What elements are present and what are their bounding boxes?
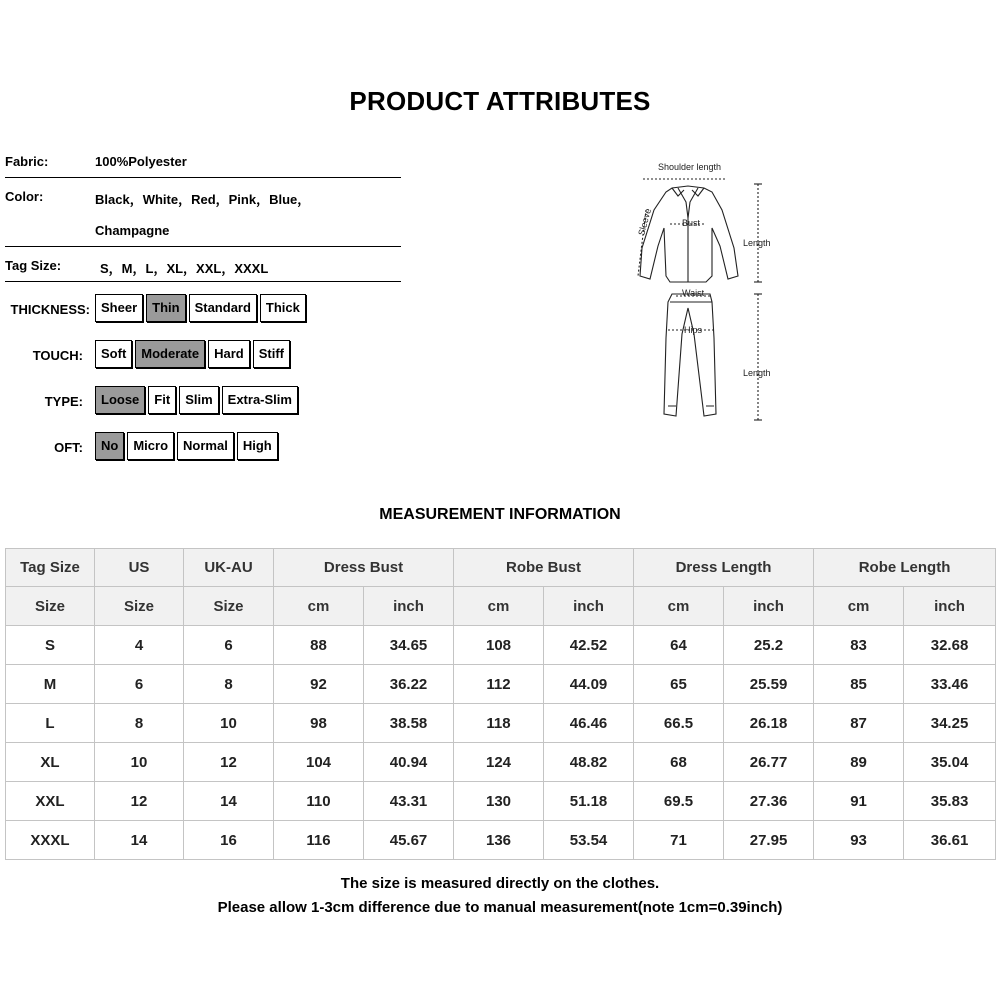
table-cell: 35.83: [904, 782, 996, 821]
table-cell: 71: [634, 821, 724, 860]
option-group: [95, 294, 306, 322]
table-cell: 27.36: [724, 782, 814, 821]
table-cell: 4: [95, 626, 184, 665]
measurement-table: [5, 548, 996, 860]
table-row: [6, 704, 996, 743]
option-group-label: TYPE:: [44, 394, 83, 409]
table-subheader-cell: inch: [364, 587, 454, 626]
divider: [5, 246, 401, 247]
table-cell: M: [6, 665, 95, 704]
attr-label: Fabric:: [5, 154, 49, 169]
table-cell: 91: [814, 782, 904, 821]
option-micro[interactable]: Micro: [127, 432, 174, 460]
note-line-2: Please allow 1-3cm difference due to manual measurement(note 1cm=0.39inch): [217, 899, 783, 916]
table-cell: 44.09: [544, 665, 634, 704]
table-row: [6, 665, 996, 704]
table-cell: 6: [184, 626, 274, 665]
table-header-cell: Robe Bust: [454, 549, 634, 587]
shoulder-label: Shoulder length: [658, 162, 722, 172]
table-header-row: [6, 549, 996, 587]
option-group-label: TOUCH:: [32, 348, 83, 363]
table-cell: 118: [454, 704, 544, 743]
table-cell: 16: [184, 821, 274, 860]
option-thin[interactable]: Thin: [146, 294, 185, 322]
option-high[interactable]: High: [237, 432, 278, 460]
table-cell: 89: [814, 743, 904, 782]
jacket-outline: [640, 186, 738, 282]
note-line-1: The size is measured directly on the clothes.: [340, 875, 660, 892]
table-header-cell: UK-AU: [184, 549, 274, 587]
table-cell: 25.2: [724, 626, 814, 665]
divider: [5, 177, 401, 178]
table-cell: 8: [95, 704, 184, 743]
table-cell: 35.04: [904, 743, 996, 782]
divider: [5, 281, 401, 282]
table-cell: 27.95: [724, 821, 814, 860]
table-subheader-cell: Size: [184, 587, 274, 626]
hips-label: Hips: [684, 325, 703, 335]
table-cell: 43.31: [364, 782, 454, 821]
table-subheader-cell: cm: [814, 587, 904, 626]
table-cell: 36.22: [364, 665, 454, 704]
table-cell: 34.65: [364, 626, 454, 665]
option-normal[interactable]: Normal: [177, 432, 234, 460]
table-cell: 8: [184, 665, 274, 704]
jacket-placket: [678, 188, 688, 282]
table-cell: 46.46: [544, 704, 634, 743]
measurement-title: MEASUREMENT INFORMATION: [379, 506, 621, 523]
table-cell: 87: [814, 704, 904, 743]
table-header-cell: Dress Length: [634, 549, 814, 587]
table-cell: 98: [274, 704, 364, 743]
option-group: [95, 386, 298, 414]
table-header-cell: Dress Bust: [274, 549, 454, 587]
table-row: [6, 743, 996, 782]
table-cell: 136: [454, 821, 544, 860]
table-cell: 65: [634, 665, 724, 704]
table-cell: 34.25: [904, 704, 996, 743]
attr-value: 100%Polyester: [95, 154, 187, 169]
attr-value-cont: Champagne: [95, 223, 170, 238]
table-cell: 104: [274, 743, 364, 782]
table-cell: 38.58: [364, 704, 454, 743]
table-cell: 42.52: [544, 626, 634, 665]
table-subheader-cell: cm: [454, 587, 544, 626]
table-cell: 40.94: [364, 743, 454, 782]
table-header-cell: Tag Size: [6, 549, 95, 587]
table-cell: 110: [274, 782, 364, 821]
attr-value: Black，White，Red，Pink，Blue，: [95, 192, 311, 207]
page-title: PRODUCT ATTRIBUTES: [349, 86, 651, 116]
attr-label: Color:: [5, 189, 44, 204]
option-loose[interactable]: Loose: [95, 386, 145, 414]
table-cell: 14: [95, 821, 184, 860]
table-cell: 45.67: [364, 821, 454, 860]
table-cell: 36.61: [904, 821, 996, 860]
attr-label: Tag Size:: [5, 258, 62, 273]
table-cell: 33.46: [904, 665, 996, 704]
table-row: [6, 626, 996, 665]
table-cell: 32.68: [904, 626, 996, 665]
table-row: [6, 821, 996, 860]
table-cell: 12: [95, 782, 184, 821]
table-subheader-row: [6, 587, 996, 626]
table-row: [6, 782, 996, 821]
table-subheader-cell: inch: [904, 587, 996, 626]
waist-label: Waist: [682, 288, 705, 298]
table-cell: 69.5: [634, 782, 724, 821]
table-cell: 26.18: [724, 704, 814, 743]
option-group-label: THICKNESS:: [10, 302, 90, 317]
table-header-cell: Robe Length: [814, 549, 996, 587]
table-subheader-cell: Size: [6, 587, 95, 626]
table-cell: 85: [814, 665, 904, 704]
table-cell: 12: [184, 743, 274, 782]
table-header-cell: US: [95, 549, 184, 587]
option-hard[interactable]: Hard: [208, 340, 250, 368]
table-cell: XXL: [6, 782, 95, 821]
option-group: [95, 340, 290, 368]
option-thick[interactable]: Thick: [260, 294, 306, 322]
top-length-label: Length: [743, 238, 771, 248]
option-moderate[interactable]: Moderate: [135, 340, 205, 368]
table-cell: 53.54: [544, 821, 634, 860]
option-group-label: OFT:: [54, 440, 83, 455]
table-cell: 116: [274, 821, 364, 860]
table-cell: 10: [95, 743, 184, 782]
option-soft[interactable]: Soft: [95, 340, 132, 368]
table-cell: 10: [184, 704, 274, 743]
table-cell: 130: [454, 782, 544, 821]
table-cell: 48.82: [544, 743, 634, 782]
option-standard[interactable]: Standard: [189, 294, 257, 322]
option-no[interactable]: No: [95, 432, 124, 460]
table-cell: 112: [454, 665, 544, 704]
table-subheader-cell: inch: [724, 587, 814, 626]
table-cell: 14: [184, 782, 274, 821]
table-cell: 93: [814, 821, 904, 860]
bottom-length-label: Length: [743, 368, 771, 378]
garment-diagram: [628, 158, 788, 430]
table-cell: 108: [454, 626, 544, 665]
bust-label: Bust: [682, 218, 701, 228]
pants-outline: [664, 294, 716, 416]
table-cell: L: [6, 704, 95, 743]
table-cell: 51.18: [544, 782, 634, 821]
table-cell: XL: [6, 743, 95, 782]
option-stiff[interactable]: Stiff: [253, 340, 290, 368]
table-subheader-cell: cm: [634, 587, 724, 626]
table-cell: 88: [274, 626, 364, 665]
table-cell: S: [6, 626, 95, 665]
option-group: [95, 432, 278, 460]
attr-value: S，M，L，XL，XXL，XXXL: [100, 261, 269, 276]
sleeve-label: Sleeve: [636, 207, 654, 237]
table-cell: 26.77: [724, 743, 814, 782]
table-cell: 66.5: [634, 704, 724, 743]
table-cell: 68: [634, 743, 724, 782]
table-cell: 92: [274, 665, 364, 704]
table-subheader-cell: cm: [274, 587, 364, 626]
option-slim[interactable]: Slim: [179, 386, 218, 414]
table-cell: 83: [814, 626, 904, 665]
table-subheader-cell: inch: [544, 587, 634, 626]
table-cell: 64: [634, 626, 724, 665]
option-sheer[interactable]: Sheer: [95, 294, 143, 322]
table-subheader-cell: Size: [95, 587, 184, 626]
option-extra-slim[interactable]: Extra-Slim: [222, 386, 298, 414]
table-cell: 25.59: [724, 665, 814, 704]
option-fit[interactable]: Fit: [148, 386, 176, 414]
table-cell: 6: [95, 665, 184, 704]
table-cell: 124: [454, 743, 544, 782]
table-cell: XXXL: [6, 821, 95, 860]
